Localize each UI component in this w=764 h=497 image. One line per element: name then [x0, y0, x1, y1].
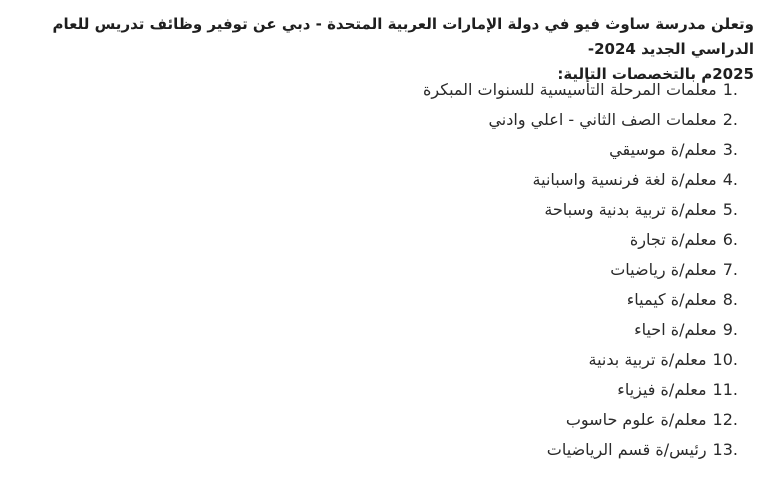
job-list [423, 75, 738, 465]
list-item [423, 165, 738, 195]
list-item-text: معلم/ة تجارة [629, 230, 717, 249]
list-item-text: معلمات الصف الثاني - اعلي وادني [488, 110, 717, 129]
list-item-number: 5. [722, 200, 738, 219]
list-item-text: معلم/ة علوم حاسوب [565, 410, 707, 429]
list-item-number: 1. [722, 80, 738, 99]
intro-line-2: 2025م بالتخصصات التالية: [557, 65, 754, 83]
list-item [423, 195, 738, 225]
intro-line-1: وتعلن مدرسة ساوث فيو في دولة الإمارات العربية المتحدة - دبي عن توفير وظائف تدريس للعام الدراسي الجديد 2024- [52, 15, 754, 58]
list-item-number: 13. [712, 440, 738, 459]
list-item [423, 285, 738, 315]
list-item [423, 375, 738, 405]
list-item [423, 225, 738, 255]
list-item-text: معلمات المرحلة التأسيسية للسنوات المبكرة [423, 80, 717, 99]
list-item [423, 315, 738, 345]
list-item [423, 345, 738, 375]
list-item-number: 11. [712, 380, 738, 399]
list-item [423, 105, 738, 135]
list-item-text: معلم/ة تربية بدنية وسباحة [544, 200, 717, 219]
list-item-text: معلم/ة كيمياء [626, 290, 717, 309]
list-item-number: 8. [722, 290, 738, 309]
list-item-number: 2. [722, 110, 738, 129]
list-item-number: 10. [712, 350, 738, 369]
list-item-number: 7. [722, 260, 738, 279]
list-item-text: معلم/ة موسيقي [609, 140, 717, 159]
list-item-number: 4. [722, 170, 738, 189]
list-item-text: معلم/ة احياء [634, 320, 717, 339]
list-item-text: رئيس/ة قسم الرياضيات [546, 440, 707, 459]
list-item [423, 255, 738, 285]
list-item-number: 12. [712, 410, 738, 429]
list-item [423, 405, 738, 435]
list-item [423, 435, 738, 465]
list-item-number: 6. [722, 230, 738, 249]
list-item-text: معلم/ة تربية بدنية [588, 350, 707, 369]
list-item-number: 9. [722, 320, 738, 339]
list-item-text: معلم/ة فيزياء [617, 380, 707, 399]
list-item [423, 135, 738, 165]
list-item-number: 3. [722, 140, 738, 159]
list-item-text: معلم/ة لغة فرنسية واسبانية [532, 170, 717, 189]
list-item-text: معلم/ة رياضيات [610, 260, 717, 279]
list-item [423, 75, 738, 105]
